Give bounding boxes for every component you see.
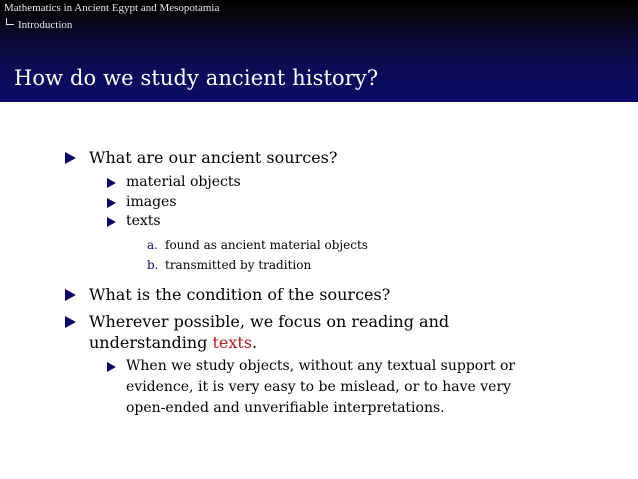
sub-bullet-item: images (126, 194, 177, 210)
section-label: Introduction (18, 19, 73, 31)
presentation-title: Mathematics in Ancient Egypt and Mesopotamia (4, 2, 220, 14)
highlighted-word: texts (212, 333, 253, 352)
bullet-triangle-icon (107, 362, 116, 372)
sub-bullet-line-1: When we study objects, without any textual support or (126, 358, 516, 374)
enum-marker: a. (147, 238, 158, 252)
sub-bullet-item: texts (126, 213, 161, 229)
bullet-text: understanding (89, 333, 213, 352)
bullet-triangle-icon (107, 198, 116, 208)
enum-marker: b. (147, 258, 159, 272)
bullet-text-suffix: . (252, 333, 258, 352)
bullet-triangle-icon (65, 316, 76, 328)
bullet-triangle-icon (107, 178, 116, 188)
bullet-triangle-icon (107, 217, 116, 227)
slide-title: How do we study ancient history? (14, 66, 379, 90)
bullet-item-line-1: Wherever possible, we focus on reading and (89, 312, 450, 331)
bullet-item: What is the condition of the sources? (89, 285, 391, 304)
sub-bullet-line-2: evidence, it is very easy to be mislead, or to have very (126, 379, 512, 395)
enum-item: found as ancient material objects (165, 238, 368, 252)
sub-bullet-line-3: open-ended and unverifiable interpretations. (126, 400, 445, 416)
bullet-triangle-icon (65, 152, 76, 164)
sub-bullet-item: material objects (126, 174, 241, 190)
bullet-item: What are our ancient sources? (89, 148, 338, 167)
enum-item: transmitted by tradition (165, 258, 312, 272)
section-breadcrumb (6, 18, 72, 31)
bullet-item-line-2 (89, 333, 257, 352)
bullet-triangle-icon (65, 289, 76, 301)
tree-branch-icon (6, 18, 14, 25)
